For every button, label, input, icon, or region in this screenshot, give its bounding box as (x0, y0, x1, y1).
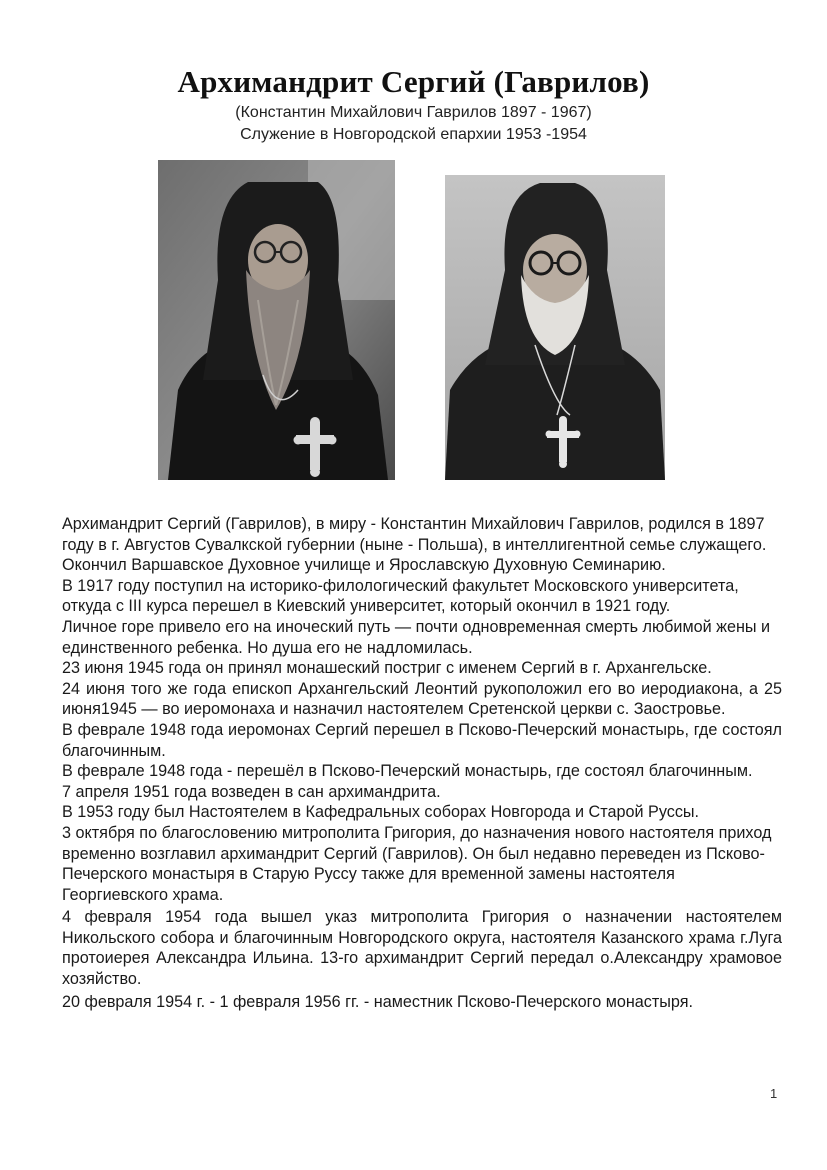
paragraph-february-1954: 4 февраля 1954 года вышел указ митрополита Григория о назначении настоятелем Никольского собора и благочинным Новгородского округа, настоятеля Казанского храма г.Луга протоиерея Александра Ильина. 13-го архимандрит Сергий передал о.Александру храмовое хозяйство. (62, 908, 782, 989)
biography-text (62, 514, 782, 1012)
paragraph-1953: В 1953 году был Настоятелем в Кафедральных соборах Новгорода и Старой Руссы. (62, 803, 700, 822)
paragraph-monastic-path: Личное горе привело его на иноческий путь — почти одновременная смерть любимой жены и единственного ребенка. Но душа его не надломилась. (62, 617, 771, 657)
page-number: 1 (770, 1086, 778, 1101)
portrait-photo-left (158, 160, 395, 480)
portrait-left-image (158, 160, 395, 480)
paragraph-ordination: 24 июня того же года епископ Архангельский Леонтий рукоположил его во иеродиакона, а 25 июня1945 — во иеромонаха и назначил настоятелем Сретенской церкви с. Заостровье. (62, 679, 782, 719)
paragraph-birth: Архимандрит Сергий (Гаврилов), в миру - Константин Михайлович Гаврилов, родился в 1897 году в г. Августов Сувалкской губернии (ныне - Польша), в интеллигентной семье служащего. (62, 515, 767, 554)
page-title: Архимандрит Сергий (Гаврилов) (177, 64, 650, 99)
paragraph-pskov-1948-repeat: В феврале 1948 года - перешёл в Псково-Печерский монастырь, где состоял благочинным. (62, 762, 753, 781)
portrait-right-image (445, 175, 665, 480)
paragraph-university: В 1917 году поступил на историко-филологический факультет Московского университета, откуда с III курса перешел в Киевский университет, который окончил в 1921 году. (62, 576, 739, 616)
paragraph-tonsure: 23 июня 1945 года он принял монашеский постриг с именем Сергий в г. Архангельске. (62, 659, 712, 678)
paragraph-pskov-1948: В феврале 1948 года иеромонах Сергий перешел в Псково-Печерский монастырь, где состоял благочинным. (62, 720, 782, 760)
paragraph-education: Окончил Варшавское Духовное училище и Ярославскую Духовную Семинарию. (62, 556, 666, 575)
paragraph-archimandrite: 7 апреля 1951 года возведен в сан архимандрита. (62, 782, 441, 801)
paragraph-october: 3 октября по благословению митрополита Григория, до назначения нового настоятеля приход временно возглавил архимандрит Сергий (Гаврилов). Он был недавно переведен из Псково-Печерского монастыря в Старую Руссу также для временной замены настоятеля Георгиевского храма. (62, 823, 772, 904)
portrait-photo-right (445, 175, 665, 480)
paragraph-vicar: 20 февраля 1954 г. - 1 февраля 1956 гг. - наместник Псково-Печерского монастыря. (62, 992, 694, 1011)
subtitle-life-dates: (Константин Михайлович Гаврилов 1897 - 1967) (235, 104, 592, 121)
subtitle-service: Служение в Новгородской епархии 1953 -1954 (240, 126, 587, 143)
